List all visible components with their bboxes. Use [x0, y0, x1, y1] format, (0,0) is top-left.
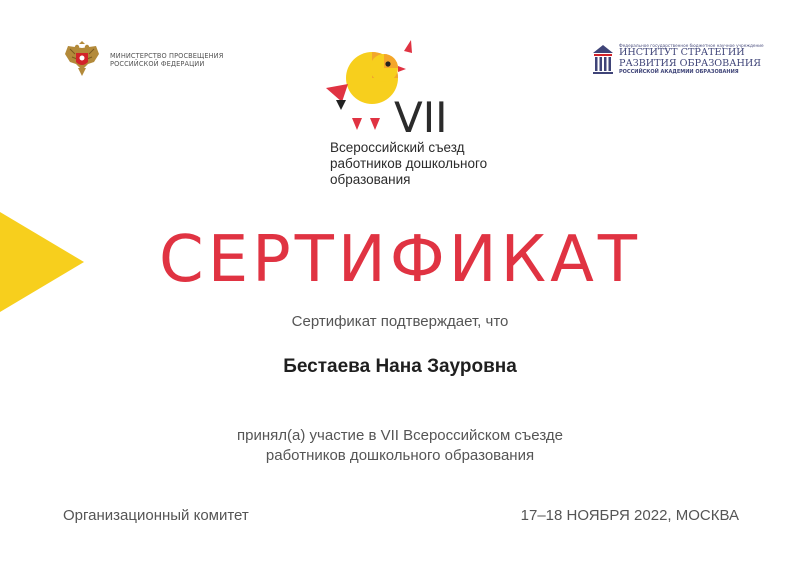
certificate-title: СЕРТИФИКАТ [159, 223, 641, 297]
congress-numeral: VII [394, 93, 448, 136]
participation-line1: принял(а) участие в VII Всероссийском съезде [237, 427, 563, 444]
institute-name [619, 43, 764, 75]
institute-line1: ИНСТИТУТ СТРАТЕГИИ [619, 47, 745, 58]
eagle-emblem-icon [62, 40, 102, 80]
recipient-name: Бестаева Нана Зауровна [283, 356, 517, 377]
congress-title [330, 140, 487, 188]
chick-logo-icon [322, 36, 462, 136]
event-date-place: 17–18 НОЯБРЯ 2022, МОСКВА [520, 507, 739, 524]
ministry-name-line1: МИНИСТЕРСТВО ПРОСВЕЩЕНИЯ [110, 52, 224, 60]
congress-title-line3: образования [330, 172, 411, 187]
participation-text [0, 426, 800, 466]
ministry-name-line2: РОССИЙСКОЙ ФЕДЕРАЦИИ [110, 60, 205, 68]
institute-logo [592, 43, 764, 75]
institute-building-icon [592, 43, 614, 75]
organizing-committee: Организационный комитет [63, 507, 249, 524]
congress-logo [322, 36, 462, 136]
congress-title-line1: Всероссийский съезд [330, 140, 465, 155]
participation-line2: работников дошкольного образования [265, 447, 535, 464]
institute-top-line: Федеральное государственное бюджетное научное учреждение [619, 43, 764, 48]
institute-line3: РОССИЙСКОЙ АКАДЕМИИ ОБРАЗОВАНИЯ [619, 69, 739, 75]
ministry-name [110, 52, 223, 68]
certificate-confirms-text: Сертификат подтверждает, что [291, 313, 509, 330]
congress-title-line2: работников дошкольного [330, 156, 488, 171]
ministry-logo [62, 40, 223, 80]
institute-line2: РАЗВИТИЯ ОБРАЗОВАНИЯ [619, 57, 761, 69]
